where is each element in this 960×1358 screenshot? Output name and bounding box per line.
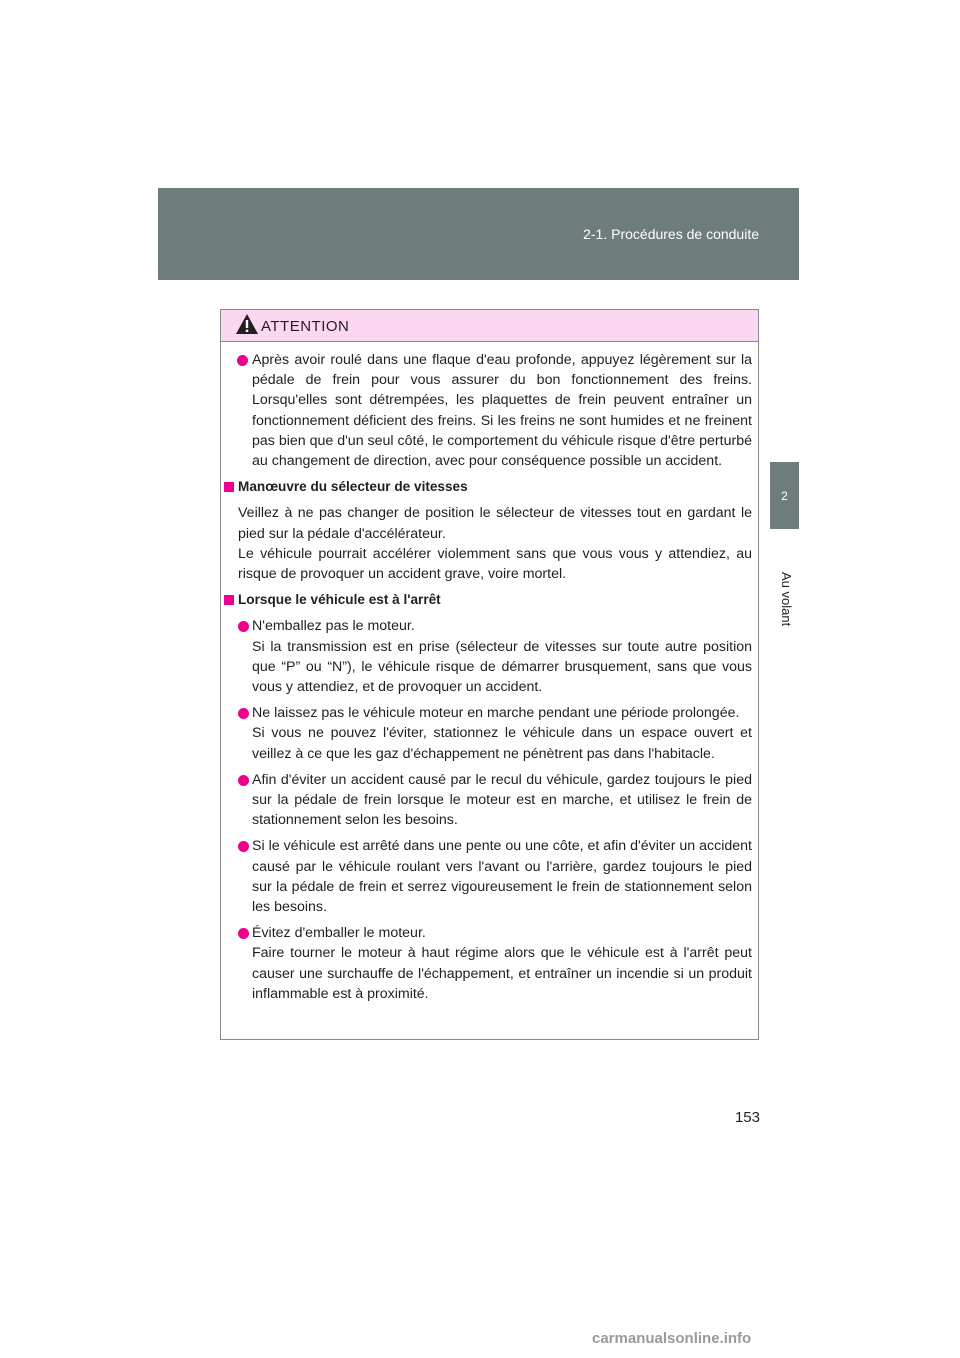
section-heading-text: Manœuvre du sélecteur de vitesses	[238, 479, 468, 495]
list-item	[221, 616, 752, 697]
intro-bullet-text: Après avoir roulé dans une flaque d'eau profonde, appuyez légèrement sur la pédale de frein pour vous assurer du bon fonctionnement des freins. Lorsqu'elles sont détrempées, les plaquettes de frein peuvent entraîner un fonctionnement déficient des freins. Si les freins ne sont humides et ne freinent pas bien que d'un seul côté, le comportement du véhicule risque d'être perturbé au changement de direction, avec pour conséquence possible un accident.	[252, 352, 752, 470]
bullet-dot-icon	[237, 355, 248, 366]
warning-title: ATTENTION	[261, 318, 350, 335]
paragraph-line: Le véhicule pourrait accélérer violemment sans que vous vous y attendiez, au risque de provoquer un accident grave, voire mortel.	[238, 545, 752, 583]
page-number: 153	[734, 1109, 760, 1126]
bullet-line: Si vous ne pouvez l'éviter, stationnez le véhicule dans un espace ouvert et veillez à ce que les gaz d'échappement ne pénètrent pas dans l'habitacle.	[252, 725, 752, 762]
gear-selector-paragraph	[221, 503, 752, 584]
warning-content	[221, 342, 758, 1010]
bullet-line: N'emballez pas le moteur.	[252, 618, 415, 635]
bullet-dot-icon	[238, 841, 249, 852]
section-heading-gear-selector	[221, 477, 752, 497]
warning-box	[220, 309, 759, 1040]
paragraph-line: Veillez à ne pas changer de position le sélecteur de vitesses tout en gardant le pied sur la pédale d'accélérateur.	[238, 505, 752, 542]
list-item	[221, 923, 752, 1004]
bullet-dot-icon	[238, 775, 249, 786]
bullet-line: Faire tourner le moteur à haut régime alors que le véhicule est à l'arrêt peut causer une surchauffe de l'échappement, et entraîner un incendie si un produit inflammable est à proximité.	[252, 945, 752, 1002]
chapter-tab[interactable]	[770, 462, 799, 529]
bullet-dot-icon	[238, 621, 249, 632]
chapter-label	[774, 572, 796, 652]
bullet-line: Si le véhicule est arrêté dans une pente ou une côte, et afin d'éviter un accident causé par le véhicule roulant vers l'avant ou l'arrière, gardez toujours le pied sur la pédale de frein et serrez vigoureusement le frein de stationnement selon les besoins.	[252, 838, 752, 916]
bullet-dot-icon	[238, 708, 249, 719]
warning-triangle-icon	[235, 313, 259, 335]
chapter-label-text: Au volant	[779, 572, 794, 627]
chapter-number: 2	[781, 489, 788, 503]
header-band	[158, 188, 799, 280]
section-heading-text: Lorsque le véhicule est à l'arrêt	[238, 592, 441, 608]
list-item	[221, 770, 752, 831]
bullet-line: Afin d'éviter un accident causé par le recul du véhicule, gardez toujours le pied sur la pédale de frein lorsque le moteur est en marche, et utilisez le frein de stationnement selon les besoins.	[252, 771, 752, 829]
bullet-dot-icon	[238, 928, 249, 939]
bullet-line: Évitez d'emballer le moteur.	[252, 925, 426, 942]
section-title: 2-1. Procédures de conduite	[583, 226, 759, 242]
bullet-line: Ne laissez pas le véhicule moteur en marche pendant une période prolongée.	[252, 705, 740, 722]
watermark-link[interactable]: carmanualsonline.info	[592, 1330, 752, 1347]
section-square-icon	[224, 482, 234, 492]
bullet-line: Si la transmission est en prise (sélecteur de vitesses sur toute autre position que “P” ou “N”), le véhicule risque de démarrer brusquement, sans que vous vous y attendiez, et de provoquer un accident.	[252, 638, 752, 696]
list-item	[221, 836, 752, 917]
intro-bullet	[221, 350, 752, 471]
section-heading-stopped-vehicle	[221, 590, 752, 610]
section-square-icon	[224, 595, 234, 605]
warning-header	[221, 310, 758, 342]
list-item	[221, 703, 752, 764]
